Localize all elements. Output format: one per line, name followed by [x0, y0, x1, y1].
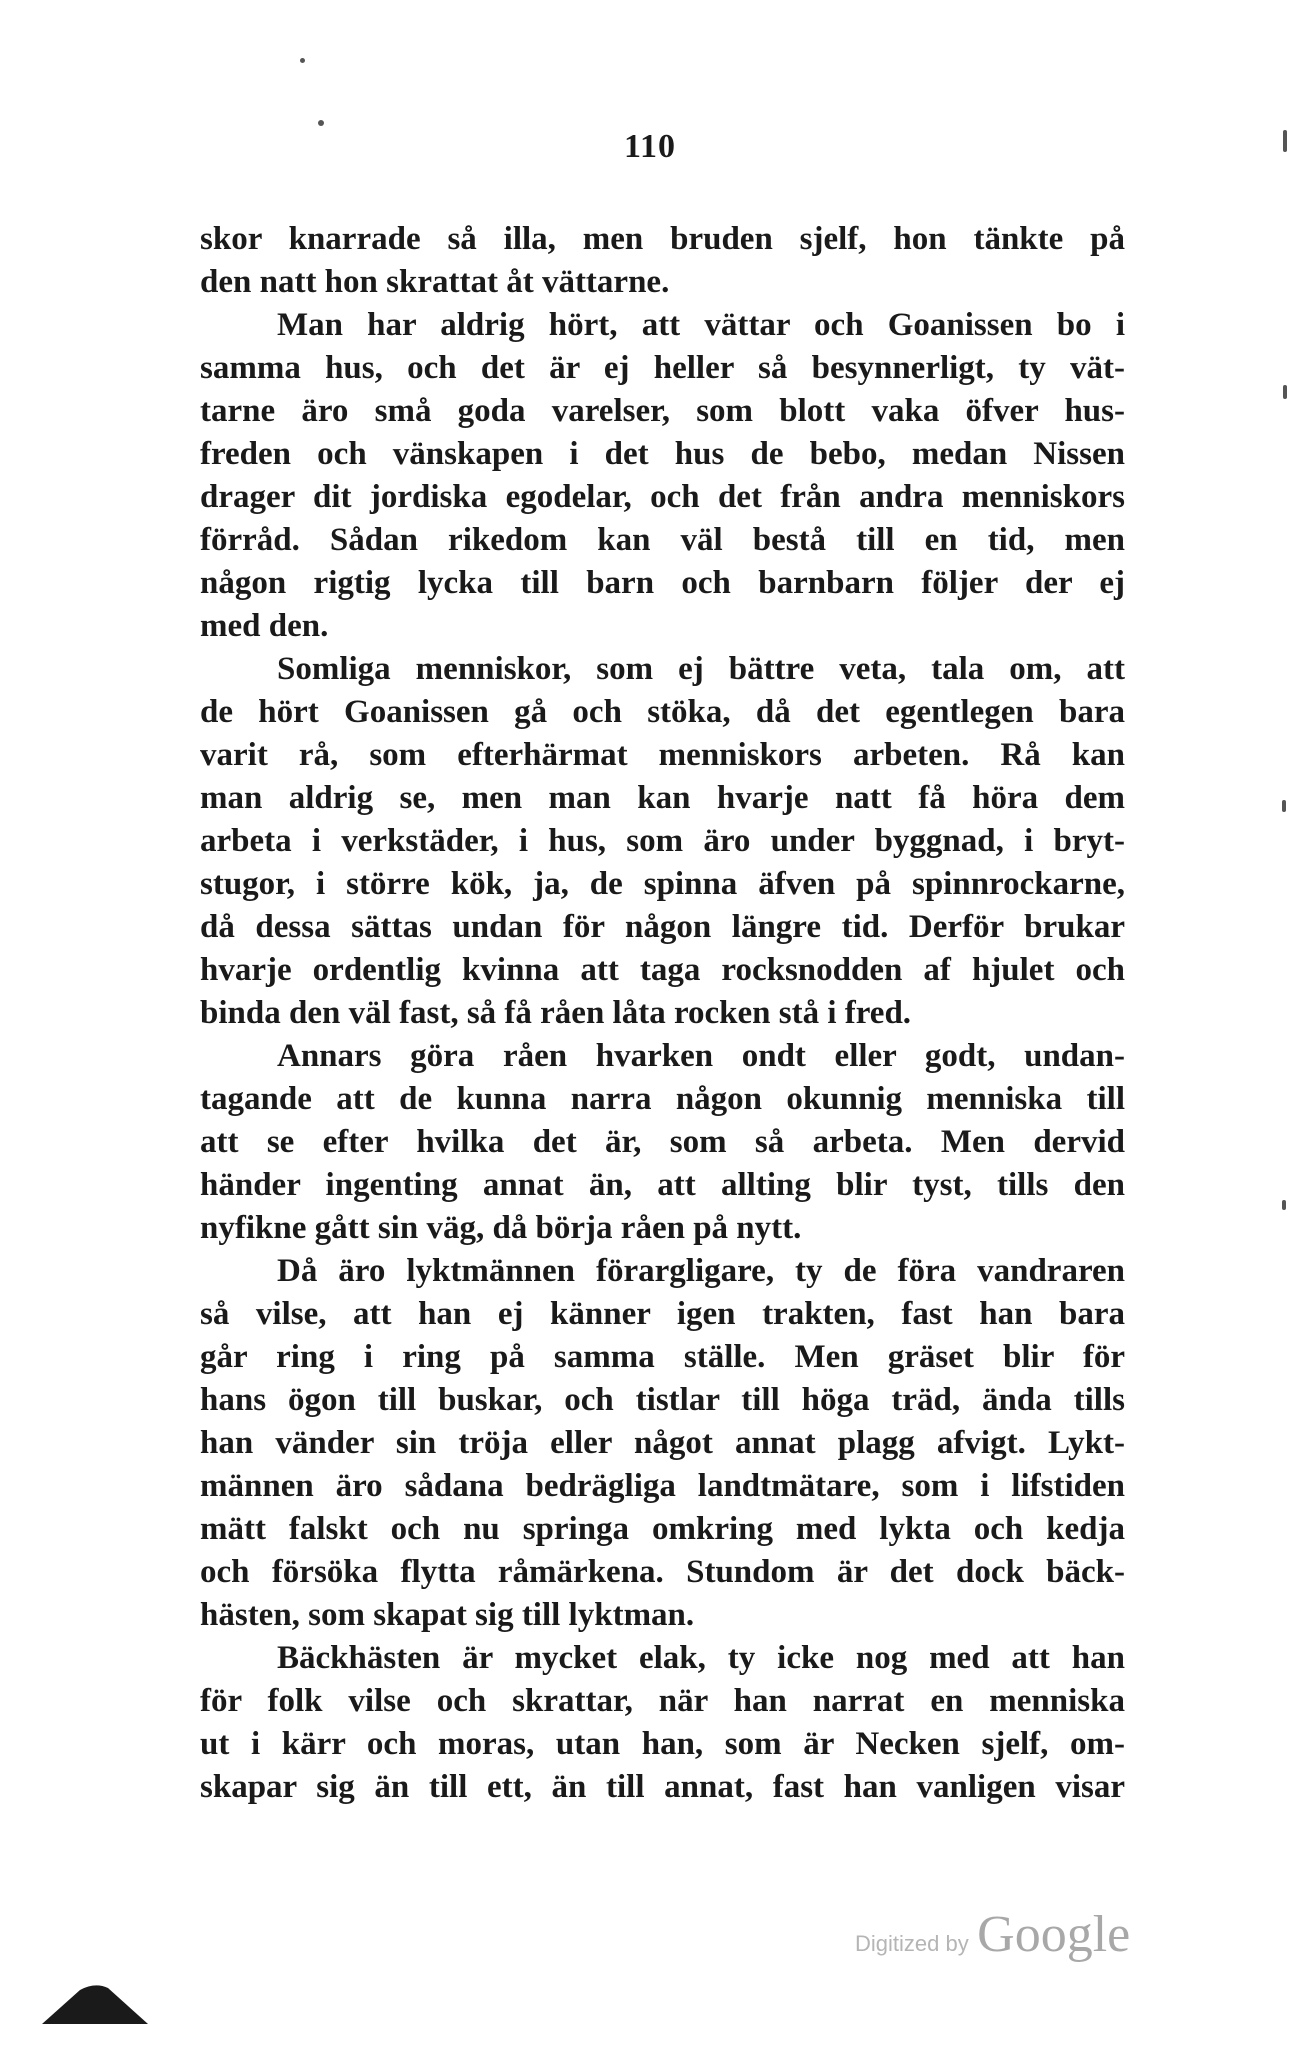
digitized-by-watermark	[855, 1905, 1130, 1964]
text-line: ut i kärr och moras, utan han, som är Necken sjelf, om-	[200, 1726, 1125, 1762]
text-line: de hört Goanissen gå och stöka, då det egentlegen bara	[200, 694, 1125, 730]
text-line: så vilse, att han ej känner igen trakten, fast han bara	[200, 1296, 1125, 1332]
text-line: Somliga menniskor, som ej bättre veta, tala om, att	[277, 651, 1125, 687]
text-line: hans ögon till buskar, och tistlar till höga träd, ända tills	[200, 1382, 1125, 1418]
text-line: arbeta i verkstäder, i hus, som äro under byggnad, i bryt-	[200, 823, 1125, 859]
text-line: männen äro sådana bedrägliga landtmätare, som i lifstiden	[200, 1468, 1125, 1504]
text-line: någon rigtig lycka till barn och barnbarn följer der ej	[200, 565, 1125, 601]
text-line: Då äro lyktmännen förargligare, ty de föra vandraren	[277, 1253, 1125, 1289]
text-line: nyfikne gått sin väg, då börja råen på nytt.	[200, 1210, 802, 1246]
text-line: skor knarrade så illa, men bruden sjelf, hon tänkte på	[200, 221, 1125, 257]
text-line: stugor, i större kök, ja, de spinna äfven på spinnrockarne,	[200, 866, 1125, 902]
text-line: binda den väl fast, så få råen låta rocken stå i fred.	[200, 995, 912, 1031]
scan-speck	[318, 120, 324, 126]
text-line: och försöka flytta råmärkena. Stundom är det dock bäck-	[200, 1554, 1125, 1590]
body-text	[200, 218, 1125, 1809]
library-stamp-mark	[40, 1980, 150, 2025]
scan-speck	[300, 58, 305, 63]
text-line: Bäckhästen är mycket elak, ty icke nog med att han	[277, 1640, 1125, 1676]
page-number: 110	[623, 128, 677, 165]
text-line: händer ingenting annat än, att allting blir tyst, tills den	[200, 1167, 1125, 1203]
text-line: mätt falskt och nu springa omkring med lykta och kedja	[200, 1511, 1125, 1547]
text-line: Annars göra råen hvarken ondt eller godt, undan-	[277, 1038, 1125, 1074]
scan-speck	[1282, 1200, 1286, 1210]
text-line: förråd. Sådan rikedom kan väl bestå till en tid, men	[200, 522, 1125, 558]
text-line: hästen, som skapat sig till lyktman.	[200, 1597, 695, 1633]
scan-speck	[1283, 385, 1287, 399]
text-line: samma hus, och det är ej heller så besynnerligt, ty vät-	[200, 350, 1125, 386]
text-line: den natt hon skrattat åt vättarne.	[200, 264, 670, 300]
text-line: tarne äro små goda varelser, som blott vaka öfver hus-	[200, 393, 1125, 429]
text-line: då dessa sättas undan för någon längre tid. Derför brukar	[200, 909, 1125, 945]
text-line: varit rå, som efterhärmat menniskors arbeten. Rå kan	[200, 737, 1125, 773]
scan-speck	[1283, 130, 1287, 152]
text-line: går ring i ring på samma ställe. Men gräset blir för	[200, 1339, 1125, 1375]
google-logo-text: Google	[977, 1906, 1131, 1963]
text-line: för folk vilse och skrattar, när han narrat en menniska	[200, 1683, 1125, 1719]
text-line: Man har aldrig hört, att vättar och Goanissen bo i	[277, 307, 1125, 343]
text-line: freden och vänskapen i det hus de bebo, medan Nissen	[200, 436, 1125, 472]
text-line: att se efter hvilka det är, som så arbeta. Men dervid	[200, 1124, 1125, 1160]
text-line: skapar sig än till ett, än till annat, fast han vanligen visar	[200, 1769, 1125, 1805]
digitized-by-label: Digitized by	[855, 1931, 969, 1956]
text-line: drager dit jordiska egodelar, och det från andra menniskors	[200, 479, 1125, 515]
text-line: tagande att de kunna narra någon okunnig menniska till	[200, 1081, 1125, 1117]
text-line: hvarje ordentlig kvinna att taga rocksnodden af hjulet och	[200, 952, 1125, 988]
text-line: han vänder sin tröja eller något annat plagg afvigt. Lykt-	[200, 1425, 1125, 1461]
text-line: med den.	[200, 608, 329, 644]
scan-speck	[1282, 800, 1286, 812]
text-line: man aldrig se, men man kan hvarje natt få höra dem	[200, 780, 1125, 816]
